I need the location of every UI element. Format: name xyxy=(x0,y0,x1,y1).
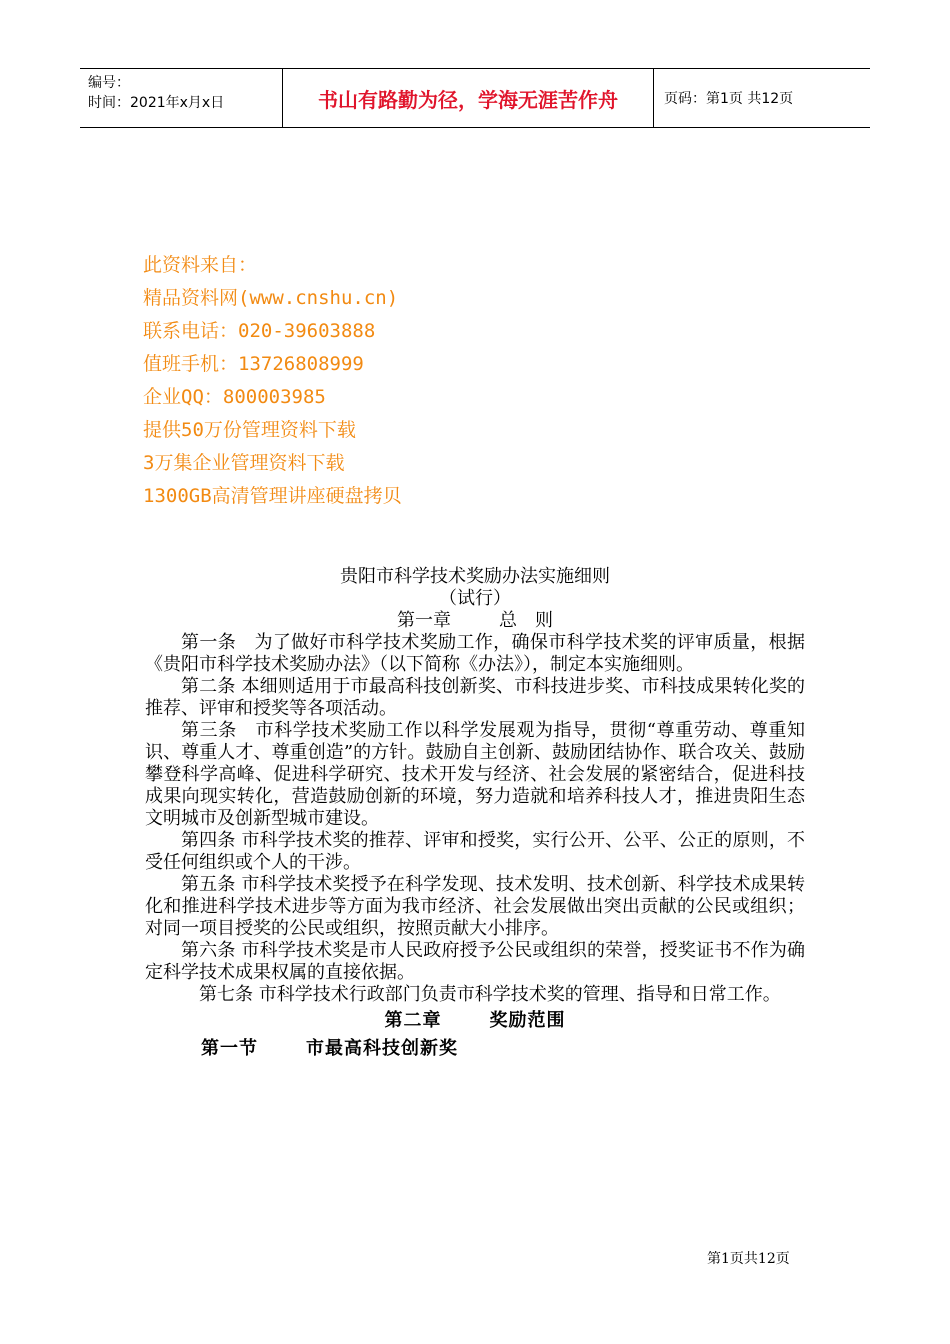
source-line: 提供50万份管理资料下载 xyxy=(143,419,356,441)
chapter-1-title: 总 则 xyxy=(499,610,553,631)
source-line: 精品资料网(www.cnshu.cn) xyxy=(143,287,399,309)
number-label: 编号： xyxy=(88,75,130,91)
section-1-title: 市最高科技创新奖 xyxy=(306,1038,458,1059)
source-line: 企业QQ：800003985 xyxy=(143,386,326,408)
source-line: 1300GB高清管理讲座硬盘拷贝 xyxy=(143,485,402,507)
source-line: 3万集企业管理资料下载 xyxy=(143,452,345,474)
section-1-heading xyxy=(145,1038,805,1060)
article-1: 第一条 为了做好市科学技术奖励工作，确保市科学技术奖的评审质量，根据《贵阳市科学技术奖励办法》（以下简称《办法》），制定本实施细则。 xyxy=(145,632,805,675)
source-line: 联系电话：020-39603888 xyxy=(143,320,376,342)
header-table xyxy=(80,68,870,128)
article-4: 第四条 市科学技术奖的推荐、评审和授奖，实行公开、公平、公正的原则，不受任何组织或个人的干涉。 xyxy=(145,830,805,873)
header-left-cell xyxy=(80,69,282,127)
chapter-2-number: 第二章 xyxy=(384,1010,442,1031)
document-body xyxy=(145,566,805,1060)
article-3: 第三条 市科学技术奖励工作以科学发展观为指导，贯彻“尊重劳动、尊重知识、尊重人才、尊重创造”的方针。鼓励自主创新、鼓励团结协作、联合攻关、鼓励攀登科学高峰、促进科学研究、技术开发与经济、社会发展的紧密结合，促进科技成果向现实转化，营造鼓励创新的环境，努力造就和培养科技人才，推进贵阳生态文明城市及创新型城市建设。 xyxy=(145,720,805,829)
article-6: 第六条 市科学技术奖是市人民政府授予公民或组织的荣誉，授奖证书不作为确定科学技术成果权属的直接依据。 xyxy=(145,940,805,983)
article-7: 第七条 市科学技术行政部门负责市科学技术奖的管理、指导和日常工作。 xyxy=(199,984,781,1005)
chapter-2-title: 奖励范围 xyxy=(489,1010,566,1031)
section-1-number: 第一节 xyxy=(201,1038,258,1059)
time-label: 时间：2021年x月x日 xyxy=(88,95,225,111)
chapter-1-heading xyxy=(145,610,805,632)
header-motto: 书山有路勤为径，学海无涯苦作舟 xyxy=(282,69,654,127)
source-line: 值班手机：13726808999 xyxy=(143,353,364,375)
document-title: 贵阳市科学技术奖励办法实施细则 xyxy=(340,566,610,587)
source-info xyxy=(143,250,402,514)
chapter-2-heading xyxy=(145,1010,805,1032)
header-page-info: 页码：第1页 共12页 xyxy=(664,91,794,107)
chapter-1-number: 第一章 xyxy=(397,610,451,631)
document-subtitle: （试行） xyxy=(439,588,511,609)
page-footer: 第1页共12页 xyxy=(707,1251,790,1267)
article-2: 第二条 本细则适用于市最高科技创新奖、市科技进步奖、市科技成果转化奖的推荐、评审和授奖等各项活动。 xyxy=(145,676,805,719)
source-line: 此资料来自： xyxy=(143,254,258,276)
article-5: 第五条 市科学技术奖授予在科学发现、技术发明、技术创新、科学技术成果转化和推进科学技术进步等方面为我市经济、社会发展做出突出贡献的公民或组织；对同一项目授奖的公民或组织，按照贡献大小排序。 xyxy=(145,874,805,939)
